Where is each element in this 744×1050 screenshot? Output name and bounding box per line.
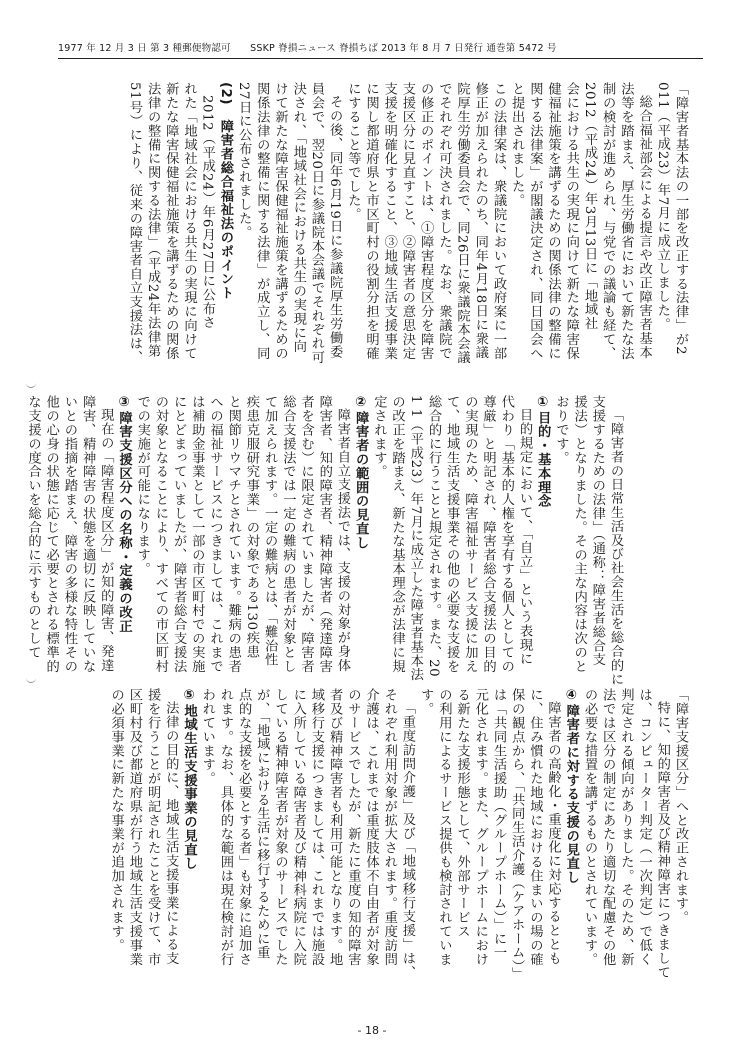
paragraph-line: 障害、精神障害の状態を適切に反映していな [80,395,96,673]
article-block-top [49,82,689,372]
intro-line: 011（平成23）年7月に成立しました。 [654,82,670,331]
paragraph-line: て、地域生活支援事業その他の必要な支援を [444,395,460,673]
section-heading: ③障害支援区分への名称・定義の改正 [116,395,132,633]
paragraph-line: の改正を踏まえ、新たな基本理念が法律に規 [389,395,405,673]
paragraph-line: の修正のポイントは、①障害程度区分を障害 [418,82,434,360]
paragraph-line: 目的規定において、「自立」という表現に [516,408,532,666]
paragraph-line: 点的な支援を必要とする者」も対象に追加さ [236,688,252,966]
paragraph-line: れた「地域社会における共生の実現に向けて [181,82,197,360]
paragraph-line: 27日に公布されました。 [236,82,252,240]
paragraph-line: いとの指摘を踏まえ、障害の多様な特性その [61,395,77,673]
paragraph-line: 会における共生の実現に向けて新たな障害保 [563,82,579,360]
paragraph-line: 介護は、これまでは重度肢体不自由者が対象 [363,688,379,966]
paragraph-line: われています。 [199,688,215,786]
paragraph-line: 総合的に行うことと規定されます。また、20 [425,395,441,678]
paragraph-line: 現在の「障害程度区分」が知的障害、発達 [98,408,114,673]
paragraph-line: 員会で、翌20日に参議院本会議でそれぞれ可 [308,82,324,365]
page-header: 1977 年 12 月 3 日 第 3 種郵便物認可 SSKP 脊損ニュース 脊損ちば 2013 年 8 月 7 日発行 通巻第 5472 号 [58,43,557,54]
paragraph-line: 法律の整備に関する法律」（平成24年法律第 [145,82,161,358]
section-heading: ④障害者に対する支援の見直し [563,688,579,885]
paragraph-line: 総合福祉部会による提言や改正障害者基本 [636,95,652,360]
paragraph-line: は「共同生活援助（グループホーム）」に一 [490,688,506,960]
paragraph-line: て加えられます。一定の難病とは、「難治性 [262,395,278,667]
binding-hole-mark [26,381,36,388]
paragraph-line: 他の心身の状態に応じて必要とされる標準的 [43,395,59,673]
paragraph-line: けて新たな障害保健福祉施策を講ずるための [272,82,288,360]
section-heading: (2) 障害者総合福祉法のポイント [217,82,233,300]
paragraph-line: 決され、「地域社会における共生の実現に向 [290,82,306,354]
paragraph-line: 2012（平成24）年3月13日に「地域社 [581,82,597,331]
paragraph-line: 51号）により、従来の障害者自立支援法は、 [126,82,142,365]
paragraph-line: 健福祉施策を講ずるための関係法律の整備に [545,82,561,360]
paragraph-line: している精神障害者が対象のサービスでした [272,688,288,966]
paragraph-line: の利用によるサービス提供も検討されていま [436,688,452,966]
article-block-middle [25,395,624,687]
paragraph-line: れます。なお、具体的な範囲は現在検討が行 [217,688,233,966]
paragraph-line: 支援するための法律」（通称：障害者総合支 [589,395,605,667]
paragraph-line: 法律の目的に、地域生活支援事業による支 [163,701,179,966]
paragraph-line: は、コンピューター判定（一次判定）で低く [636,688,652,966]
paragraph-line: と提出されました。 [509,82,525,208]
article-block-bottom [49,688,689,1008]
paragraph-line: の対象となることにより、すべての市区町村 [152,395,168,673]
paragraph-line: への福祉サービスにつきましては、これまで [207,395,223,673]
paragraph-line: 法では区分の制定にあたり適切な配慮その他 [600,688,616,966]
paragraph-line: 者及び精神障害者も利用可能となります。地 [327,688,343,966]
paragraph-line: での実施が可能になります。 [134,395,150,576]
paragraph-line: にとどまっていましたが、障害者総合支援法 [171,395,187,673]
paragraph-line: 支援区分に見直すこと、②障害者の意思決定 [399,82,415,360]
paragraph-line: 1 1（平成23）年7月に成立した障害者基本法 [407,395,423,682]
paragraph-line: 「障害支援区分」へと改正されます。 [673,688,688,925]
paragraph-line: 尊厳」と明記され、障害者総合支援法の目的 [480,395,496,673]
paragraph-line: 代わり「基本的人権を享有する個人としての [498,395,514,673]
paragraph-line: な支援の度合いを総合的に示すものとして [25,395,41,660]
paragraph-line: 制の検討が進められ、与党での議論も経て、 [600,82,616,360]
paragraph-line: に、住み慣れた地域における住まいの場の確 [527,688,543,966]
paragraph-line: 総合支援法では一定の難病の患者が対象とし [280,395,296,673]
paragraph-line: 障害者、知的障害者、精神障害者（発達障害 [316,395,332,673]
paragraph-line: に入所している障害者及び精神科病院に入院 [290,688,306,966]
binding-hole-mark [26,676,36,683]
paragraph-line: それぞれ利用対象が拡大されます。重度訪問 [381,688,397,966]
paragraph-line: のサービスでしたが、新たに重度の知的障害 [345,688,361,966]
paragraph-line: 特に、知的障害者及び精神障害につきまして [654,701,670,980]
paragraph-line: 関する法律案」が閣議決定され、同日国会へ [527,82,543,360]
paragraph-line: 援法）となりました。その主な内容は次のと [571,395,587,673]
paragraph-line: この法律案は、衆議院において政府案に一部 [490,82,506,360]
paragraph-line: 修正が加えられたのち、同年4月18日に衆議 [472,82,488,360]
section-heading: ①目的・基本理念 [535,395,551,508]
paragraph-line: の必要な措置を講ずるものとされています。 [581,688,597,966]
paragraph-line: おりです。 [553,395,569,465]
paragraph-line: の必須事業に新たな事業が追加されます。 [108,688,124,953]
paragraph-line: 法等を踏まえ、厚生労働省において新たな法 [618,82,634,360]
paragraph-line: 区町村及び都道府県が行う地域生活支援事業 [126,688,142,966]
paragraph-line: と関節リウマチとされています。難病の患者 [225,395,241,673]
paragraph-line: 障害者自立支援法では、支援の対象が身体 [334,408,350,673]
paragraph-line: その後、同年6月19日に参議院厚生労働委 [327,95,343,359]
paragraph-line: 支援を明確化すること、③地域生活支援事業 [381,82,397,360]
paragraph-line: 疾患克服研究事業」の対象である130疾患 [243,395,259,659]
paragraph-line: 障害者の高齢化・重度化に対応するととも [545,701,561,966]
paragraph-line: 「障害者の日常生活及び社会生活を総合的に [608,408,623,687]
paragraph-line: す。 [418,688,434,716]
paragraph-line: の実現のため、障害福祉サービス支援に加え [462,395,478,673]
header-divider [58,58,703,59]
paragraph-line: 定されます。 [371,395,387,479]
intro-line: 「障害者基本法の一部を改正する法律」が2 [673,82,688,356]
paragraph-line: 院厚生労働委員会で、同26日に衆議院本会議 [454,82,470,365]
paragraph-line: 援を行うことが明記されたことを受けて、市 [145,688,161,966]
paragraph-line: 2012（平成24）年6月27日に公布さ [199,95,215,330]
paragraph-line: 者を含む）に限定されていましたが、障害者 [298,395,314,673]
paragraph-line: が、「地域における生活に移行するために重 [254,688,270,960]
paragraph-line: でそれぞれ可決されました。なお、衆議院で [436,82,452,360]
paragraph-line: 関係法律の整備に関する法律」が成立し、同 [254,82,270,360]
section-heading: ②障害者の範囲の見直し [353,395,369,550]
paragraph-line: にすること等でした。 [345,82,361,221]
paragraph-line: 保の観点から、「共同生活介護（ケアホーム）」 [509,688,525,981]
paragraph-line: 「重度訪問介護」及び「地域移行支援」は、 [399,701,415,980]
paragraph-line: 域移行支援につきましては、これまでは施設 [308,688,324,966]
paragraph-line: 新たな障害保健福祉施策を講ずるための関係 [163,82,179,360]
paragraph-line: 元化されます。また、グループホームにおけ [472,688,488,966]
paragraph-line: 判定される傾向がありました。そのため、新 [618,688,634,966]
paragraph-line: に関し都道府県と市区町村の役割分担を明確 [363,82,379,360]
section-heading: ⑤地域生活支援事業の見直し [181,688,197,871]
paragraph-line: る新たな支援形態として、外部サービス [454,688,470,939]
paragraph-line: は補助金事業として一部の市区町村での実施 [189,395,205,673]
page-number: - 18 - [357,1024,387,1037]
